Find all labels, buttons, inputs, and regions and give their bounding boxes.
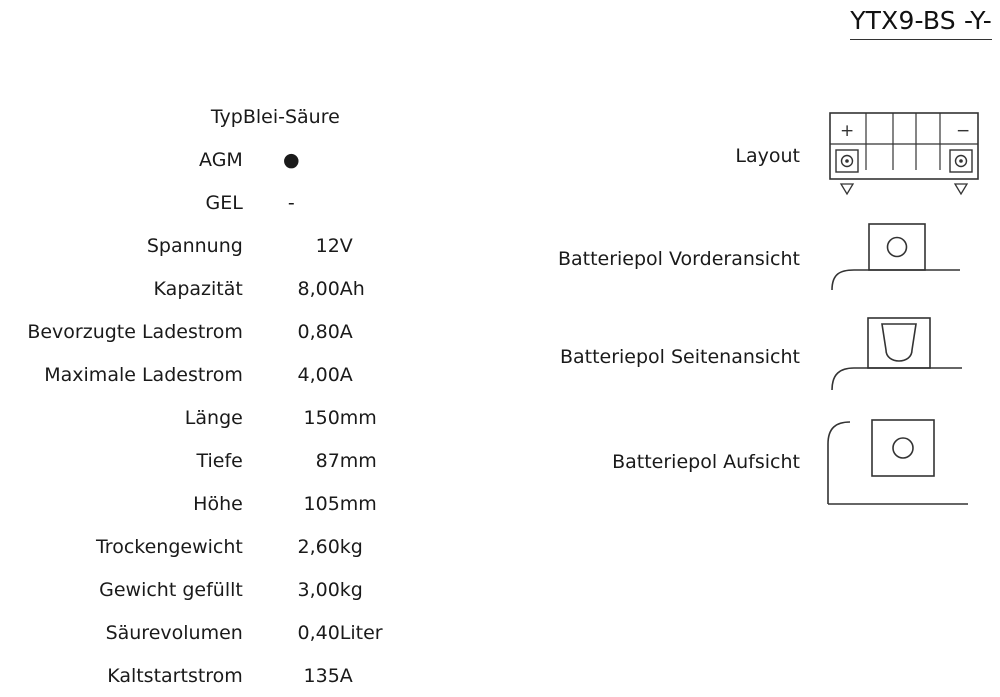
svg-text:−: − — [956, 121, 971, 141]
diagram-label-terminal-front: Batteriepol Vorderansicht — [557, 248, 800, 270]
table-row — [0, 353, 420, 396]
spec-value: 12 — [315, 234, 340, 257]
spec-unit: mm — [339, 406, 377, 429]
diagram-row-terminal-front — [380, 218, 987, 300]
terminal-top-icon — [822, 412, 987, 512]
spec-value: 135 — [303, 664, 340, 687]
table-row — [0, 568, 420, 611]
spec-value: 3,00 — [297, 578, 340, 601]
specifications-table — [0, 95, 420, 697]
spec-label: Bevorzugte Ladestrom — [27, 320, 243, 343]
spec-label: Trockengewicht — [95, 535, 243, 558]
spec-label: GEL — [205, 191, 243, 214]
spec-value: 8,00 — [297, 277, 340, 300]
spec-value: ● — [283, 148, 300, 171]
terminal-front-icon — [822, 218, 987, 300]
table-row — [0, 396, 420, 439]
spec-label: Kapazität — [153, 277, 243, 300]
spec-label: Höhe — [193, 492, 243, 515]
spec-value: 0,40 — [297, 621, 340, 644]
table-row — [0, 439, 420, 482]
page-title — [850, 6, 992, 40]
spec-unit: Liter — [339, 621, 383, 644]
battery-model-title: YTX9-BS -Y- — [850, 6, 992, 40]
spec-label: Maximale Ladestrom — [44, 363, 243, 386]
spec-unit: A — [339, 320, 353, 343]
table-row — [0, 138, 420, 181]
layout-icon — [822, 108, 987, 203]
spec-label: AGM — [199, 148, 243, 171]
diagram-label-layout: Layout — [735, 144, 800, 167]
specifications-body — [0, 95, 420, 697]
svg-text:+: + — [840, 121, 855, 141]
spec-value: 0,80 — [297, 320, 340, 343]
table-row — [0, 267, 420, 310]
terminal-side-icon — [822, 312, 987, 402]
spec-label: Tiefe — [196, 449, 243, 472]
spec-label: Typ — [210, 105, 243, 128]
spec-label: Spannung — [146, 234, 243, 257]
diagram-row-terminal-top — [380, 412, 987, 512]
table-row — [0, 482, 420, 525]
spec-value: - — [287, 191, 295, 214]
diagram-label-terminal-top: Batteriepol Aufsicht — [612, 451, 800, 473]
spec-value: 87 — [315, 449, 340, 472]
table-row — [0, 611, 420, 654]
spec-unit: mm — [339, 449, 377, 472]
spec-label: Kaltstartstrom — [107, 664, 243, 687]
spec-value: 105 — [303, 492, 340, 515]
spec-unit: V — [339, 234, 353, 257]
spec-value: 2,60 — [297, 535, 340, 558]
spec-unit: kg — [339, 578, 363, 601]
spec-label: Gewicht gefüllt — [99, 578, 243, 601]
table-row — [0, 310, 420, 353]
spec-value: Blei-Säure — [242, 105, 340, 128]
diagram-label-terminal-side: Batteriepol Seitenansicht — [559, 346, 800, 368]
spec-label: Säurevolumen — [105, 621, 243, 644]
table-row — [0, 525, 420, 568]
spec-value: 4,00 — [297, 363, 340, 386]
spec-unit: Ah — [339, 277, 365, 300]
spec-unit: A — [339, 363, 353, 386]
table-row — [0, 654, 420, 697]
diagram-row-layout — [380, 108, 987, 203]
spec-unit: A — [339, 664, 353, 687]
table-row — [0, 181, 420, 224]
spec-unit: kg — [339, 535, 363, 558]
spec-unit: mm — [339, 492, 377, 515]
diagram-row-terminal-side — [380, 312, 987, 402]
spec-value: 150 — [303, 406, 340, 429]
spec-label: Länge — [184, 406, 243, 429]
table-row — [0, 224, 420, 267]
table-row — [0, 95, 420, 138]
